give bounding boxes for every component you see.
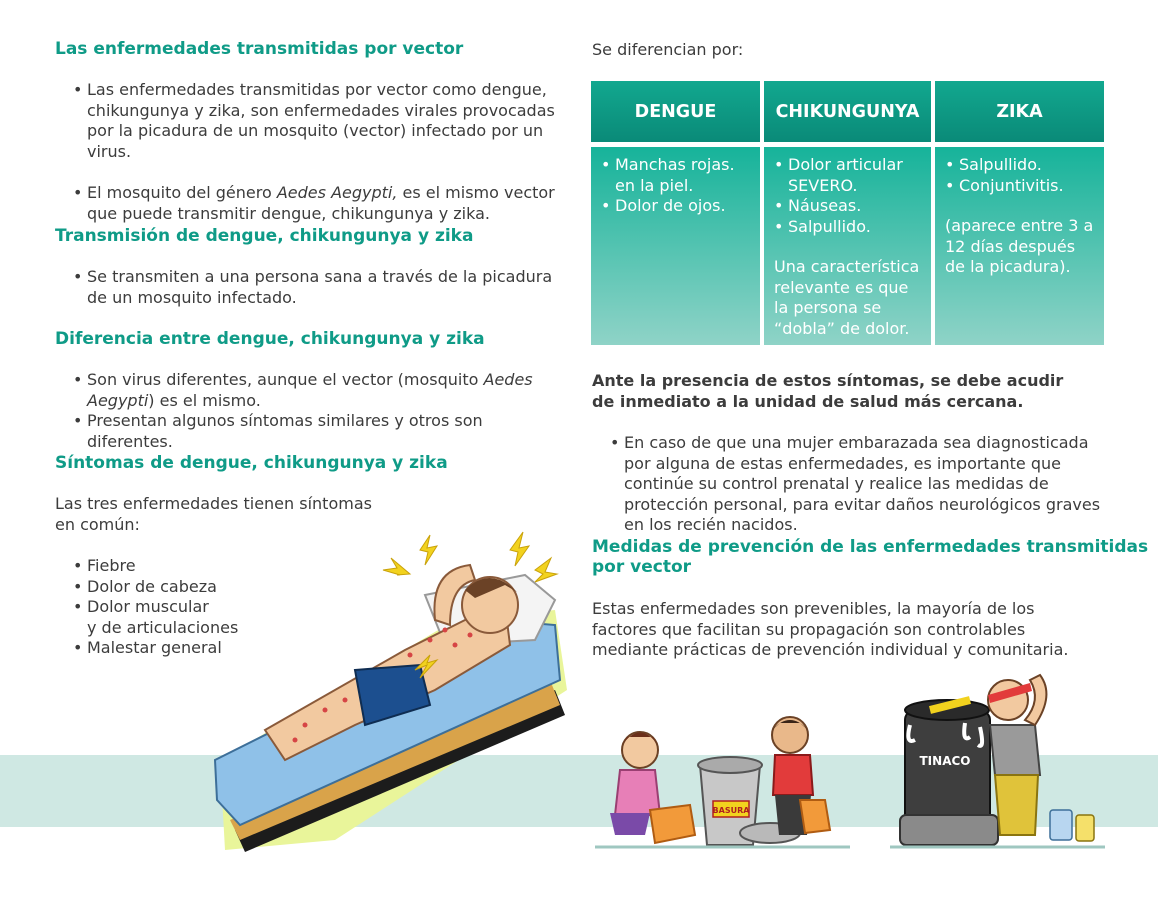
column-chikungunya <box>764 81 931 345</box>
girl-dress <box>615 770 660 815</box>
cell-zika <box>935 147 1104 345</box>
list-item: • Presentan algunos síntomas similares y otros son diferentes. <box>73 411 565 452</box>
man-pants <box>995 775 1038 835</box>
list-item: • Dolor de ojos. <box>601 196 752 217</box>
list-item: • Salpullido. <box>774 217 923 238</box>
trash-rim <box>698 757 762 773</box>
bottle-2 <box>1076 815 1094 841</box>
header-chikungunya: CHIKUNGUNYA <box>764 81 931 142</box>
list-item: • Manchas rojas. en la piel. <box>601 155 752 196</box>
orange-bag <box>800 800 830 833</box>
list-item: • Fiebre <box>73 556 323 577</box>
vector-diseases-list <box>73 80 565 224</box>
list-item: • Dolor de cabeza <box>73 577 323 598</box>
kids-trash-illustration <box>595 705 850 855</box>
cell-chikungunya <box>764 147 931 345</box>
list-item: • Dolor muscular <box>73 597 323 618</box>
list-item: • En caso de que una mujer embarazada sea diagnosticada por alguna de estas enfermedades, es importante que continúe su control prenatal y realice las medidas de protección personal, para evitar daños neurológicos graves en los recién nacidos. <box>610 433 1105 536</box>
table-intro: Se diferencian por: <box>592 40 744 59</box>
list-item: • El mosquito del género Aedes Aegypti, es el mismo vector que puede transmitir dengue, chikungunya y zika. <box>73 183 565 224</box>
chikungunya-note: Una característica relevante es que la persona se “dobla” de dolor. <box>774 257 920 338</box>
column-zika <box>935 81 1104 345</box>
difference-list <box>73 370 565 452</box>
list-item: • Son virus diferentes, aunque el vector (mosquito Aedes Aegypti) es el mismo. <box>73 370 565 411</box>
zika-note: (aparece entre 3 a 12 días después de la picadura). <box>945 216 1094 276</box>
heading-prevention-2: por vector <box>592 557 692 577</box>
heading-difference: Diferencia entre dengue, chikungunya y zika <box>55 329 485 349</box>
bottle-1 <box>1050 810 1072 840</box>
tank-base <box>900 815 998 845</box>
transmission-list <box>73 267 565 308</box>
girl-skirt <box>610 813 650 835</box>
header-dengue: DENGUE <box>591 81 760 142</box>
pregnancy-list <box>610 433 1105 536</box>
heading-vector-diseases: Las enfermedades transmitidas por vector <box>55 39 464 59</box>
tank-label: TINACO <box>919 754 971 768</box>
man-shirt <box>990 725 1040 775</box>
man-tank-illustration <box>890 655 1105 855</box>
list-item: • Las enfermedades transmitidas por vector como dengue, chikungunya y zika, son enfermedades virales provocadas por la picadura de un mosquito (vector) infectado por un virus. <box>73 80 565 162</box>
cell-dengue <box>591 147 760 345</box>
boy-shirt <box>773 755 813 795</box>
warning-text: Ante la presencia de estos síntomas, se debe acudir de inmediato a la unidad de salud más cercana. <box>592 371 1064 411</box>
header-zika: ZIKA <box>935 81 1104 142</box>
list-item-continuation: y de articulaciones <box>87 617 239 637</box>
list-item: • Malestar general <box>73 638 323 659</box>
heading-symptoms: Síntomas de dengue, chikungunya y zika <box>55 453 448 473</box>
heading-transmission: Transmisión de dengue, chikungunya y zika <box>55 226 474 246</box>
list-item: • Náuseas. <box>774 196 923 217</box>
trash-label: BASURA <box>712 806 750 815</box>
symptoms-intro-2: en común: <box>55 515 140 534</box>
column-dengue <box>591 81 760 345</box>
list-item: • Conjuntivitis. <box>945 176 1096 197</box>
list-item: • Dolor articular SEVERO. <box>774 155 923 196</box>
list-item: • Se transmiten a una persona sana a través de la picadura de un mosquito infectado. <box>73 267 565 308</box>
sick-man-illustration <box>205 530 575 860</box>
bucket <box>650 805 695 843</box>
list-item: • Salpullido. <box>945 155 1096 176</box>
prevention-text: Estas enfermedades son prevenibles, la mayoría de los factores que facilitan su propagación son controlables mediante prácticas de prevención individual y comunitaria. <box>592 599 1069 659</box>
heading-prevention-1: Medidas de prevención de las enfermedades transmitidas <box>592 537 1149 557</box>
symptoms-intro-1: Las tres enfermedades tienen síntomas <box>55 494 372 513</box>
